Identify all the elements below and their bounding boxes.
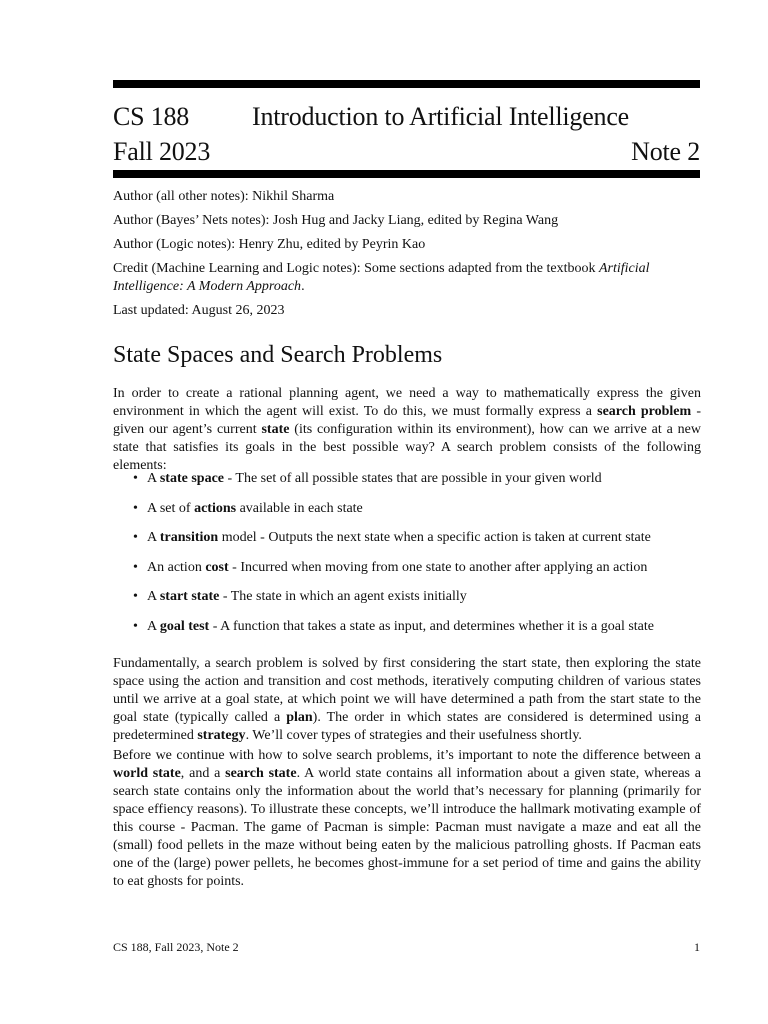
intro-text-2: - given our agent’s current — [113, 404, 701, 437]
item-text: - A function that takes a state as input, and determines whether it is a goal state — [209, 618, 655, 634]
p2-text-1: Fundamentally, a search problem is solved by first considering the start state, then exploring the state space using the action and transition and cost methods, iteratively computing children of various states until we arrive at a goal state, at which point we will have determined a path from the start state to the goal state (typically called a — [113, 656, 701, 725]
bullet-icon: • — [133, 500, 138, 516]
item-text: - The set of all possible states that are possible in your given world — [224, 471, 602, 486]
author-logic: Author (Logic notes): Henry Zhu, edited by Peyrin Kao — [113, 237, 426, 252]
search-problem-elements — [113, 470, 701, 647]
credit-suffix: . — [301, 279, 305, 294]
credit-book-title: Artificial Intelligence: A Modern Approach — [113, 261, 650, 294]
item-text: A — [147, 530, 160, 545]
list-item — [113, 618, 701, 636]
course-title: Introduction to Artificial Intelligence — [252, 102, 630, 131]
item-term: transition — [159, 530, 219, 545]
p2-text-2: ). The order in which states are considered is determined using a predetermined — [113, 710, 702, 743]
author-other: Author (all other notes): Nikhil Sharma — [113, 189, 335, 204]
p2-text-3: . We’ll cover types of strategies and their usefulness shortly. — [245, 728, 582, 743]
intro-text-3: (its configuration within its environment), how can we arrive at a new state that satisfies its goals in the best possible way? A search problem consists of the following elements: — [113, 422, 701, 473]
note-number: Note 2 — [631, 137, 700, 166]
item-text: - Incurred when moving from one state to another after applying an action — [228, 559, 648, 575]
item-text: An action — [147, 559, 206, 575]
term-search-problem: search problem — [597, 404, 692, 419]
item-term: cost — [205, 559, 229, 575]
author-bayes: Author (Bayes’ Nets notes): Josh Hug and Jacky Liang, edited by Regina Wang — [113, 213, 559, 228]
term-plan: plan — [286, 710, 313, 725]
p3-text-1: Before we continue with how to solve search problems, it’s important to note the difference between a — [113, 748, 701, 763]
credit-line — [113, 260, 703, 296]
last-updated: Last updated: August 26, 2023 — [113, 303, 285, 318]
list-item — [113, 500, 701, 518]
term-state: state — [261, 422, 290, 437]
course-code: CS 188 — [113, 102, 190, 131]
credit-prefix: Credit (Machine Learning and Logic notes): Some sections adapted from the textbook — [113, 261, 599, 276]
page-number: 1 — [694, 940, 700, 954]
item-term: state space — [159, 471, 224, 486]
item-text: model - Outputs the next state when a specific action is taken at current state — [218, 530, 651, 545]
bullet-icon: • — [133, 559, 138, 575]
item-text: A — [147, 618, 160, 634]
bullet-icon: • — [133, 589, 138, 604]
item-text: A — [147, 589, 160, 604]
list-item — [113, 470, 701, 488]
footer-citation: CS 188, Fall 2023, Note 2 — [113, 940, 239, 954]
item-term: start state — [159, 589, 220, 604]
author-credits — [113, 188, 703, 326]
bullet-icon: • — [133, 530, 138, 545]
p3-text-3: . A world state contains all information about a given state, whereas a search state contains only the information about the world that’s necessary for planning (primarily for space effiency reasons). To illustrate these concepts, we’ll introduce the hallmark motivating example of this course - Pacman. The game of Pacman is simple: Pacman must navigate a maze and eat all the (small) food pellets in the maze without being eaten by the malicious patrolling ghosts. If Pacman eats one of the (large) power pellets, he becomes ghost-immune for a set period of time and gains the ability to eat ghosts for points. — [113, 766, 701, 889]
bullet-icon: • — [133, 618, 138, 634]
section-heading: State Spaces and Search Problems — [113, 342, 443, 368]
world-state-paragraph — [113, 747, 701, 891]
term-strategy: strategy — [197, 728, 246, 743]
list-item — [113, 588, 701, 606]
intro-text-1: In order to create a rational planning agent, we need a way to mathematically express the given environment in which the agent will exist. To do this, we must formally express a — [113, 386, 701, 419]
header-rule-bottom — [113, 170, 700, 178]
solving-paragraph — [113, 655, 701, 745]
intro-paragraph — [113, 385, 701, 475]
list-item — [113, 529, 701, 547]
item-text: A set of — [147, 500, 195, 516]
bullet-icon: • — [133, 471, 138, 486]
item-text: - The state in which an agent exists initially — [219, 589, 467, 604]
item-text: A — [147, 471, 160, 486]
term-search-state: search state — [225, 766, 297, 781]
course-term: Fall 2023 — [113, 137, 211, 166]
item-term: actions — [194, 500, 237, 516]
item-text: available in each state — [236, 500, 363, 516]
term-world-state: world state — [113, 766, 181, 781]
item-term: goal test — [159, 618, 210, 634]
p3-text-2: , and a — [180, 766, 226, 781]
list-item — [113, 559, 701, 577]
header-rule-top — [113, 80, 700, 88]
